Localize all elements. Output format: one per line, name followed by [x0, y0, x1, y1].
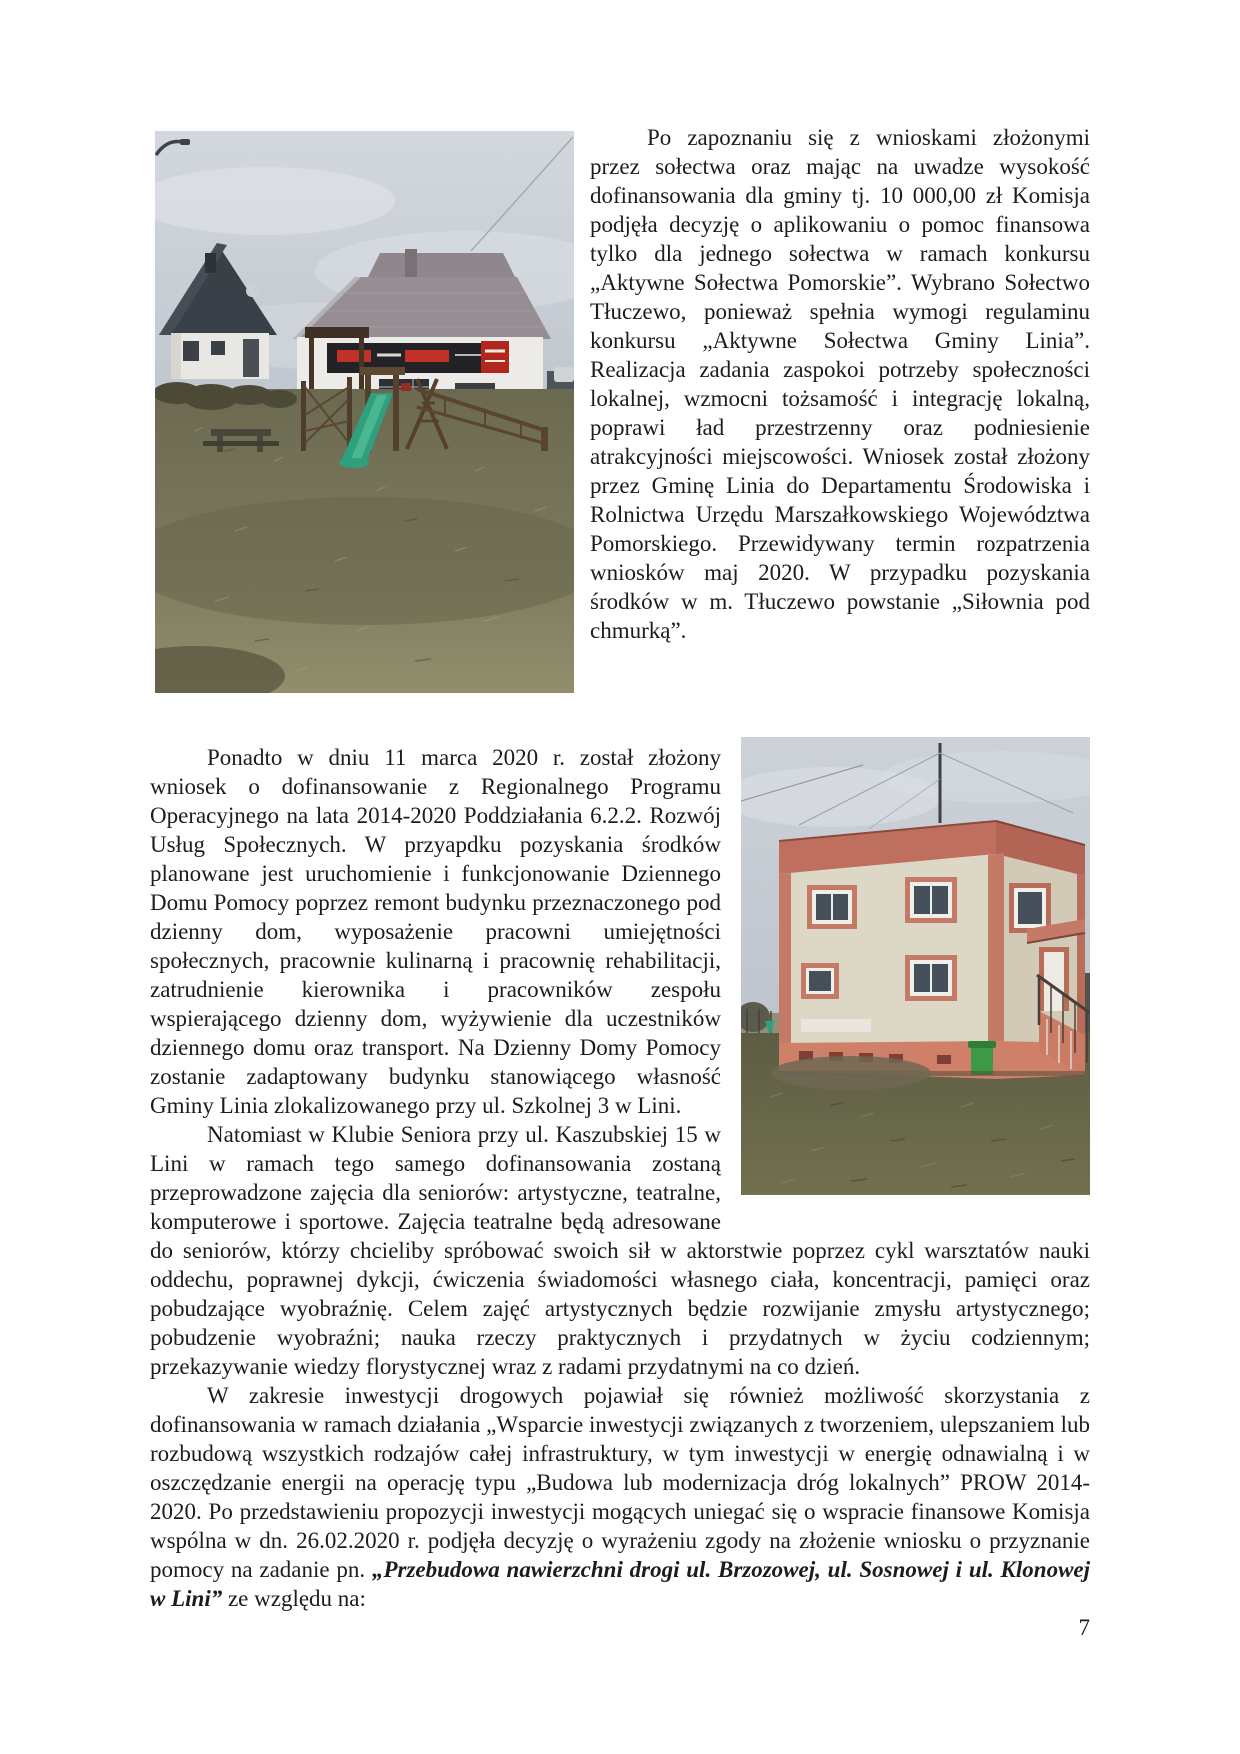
section-dofinansowania — [150, 703, 1090, 1613]
paragraph-aktywne-solectwa: Po zapoznaniu się z wnioskami złożonymi przez sołectwa oraz mając na uwadze wysokość dofinansowania dla gminy tj. 10 000,00 zł Komisja podjęła decyzję o aplikowaniu o pomoc finansowa tylko dla jednego sołectwa w ramach konkursu „Aktywne Sołectwa Pomorskie”. Wybrano Sołectwo Tłuczewo, ponieważ spełnia wymogi regulaminu konkursu „Aktywne Sołectwa Gminy Linia”. Realizacja zadania zaspokoi potrzeby społeczności lokalnej, wzmocni tożsamość i integrację lokalną, poprawi ład przestrzenny oraz podniesienie atrakcyjności miejscowości. Wniosek został złożony przez Gminę Linia do Departamentu Środowiska i Rolnictwa Urzędu Marszałkowskiego Województwa Pomorskiego. Przewidywany termin rozpatrzenia wniosków maj 2020. W przypadku pozyskania środków w m. Tłuczewo powstanie „Siłownia pod chmurką”. — [590, 125, 1090, 643]
road-project-title: „Przebudowa nawierzchni drogi ul. Brzozowej, ul. Sosnowej i ul. Klonowej w Lini” — [150, 1557, 1091, 1611]
paragraph-inwestycje-text: W zakresie inwestycji drogowych pojawiał się również możliwość skorzystania z dofinansowania w ramach działania „Wsparcie inwestycji związanych z tworzeniem, ulepszaniem lub rozbudową wszystkich rodzajów całej infrastruktury, w tym inwestycji w energię odnawialną i w oszczędzanie energii na operację typu „Budowa lub modernizacja dróg lokalnych” PROW 2014-2020. Po przedstawieniu propozycji inwestycji mogących uniegać się o wspracie finansowe Komisja wspólna w dn. 26.02.2020 r. podjęła decyzję o wyrażeniu zgody na złożenie wniosku o przyznanie pomocy na zadanie pn. — [150, 1383, 1090, 1582]
worn-patch — [771, 1056, 931, 1090]
wall-plaque — [801, 1019, 871, 1032]
banner-sign — [327, 343, 507, 373]
green-bin — [968, 1041, 996, 1075]
photo-tluczewo-yard-drawing — [155, 131, 574, 693]
paragraph-dzienny-dom-pomocy: Ponadto w dniu 11 marca 2020 r. został złożony wniosek o dofinansowanie z Regionalnego Programu Operacyjnego na lata 2014-2020 Poddziałania 6.2.2. Rozwój Usług Społecznych. W przyapdku pozyskania środków planowane jest uruchomienie i funkcjonowanie Dziennego Domu Pomocy poprzez remont budynku przeznaczonego pod dzienny dom, wyposażenie pracowni umiejętności społecznych, pracownie kulinarną i pracownię rehabilitacji, zatrudnienie kierownika i pracowników zespołu wspierającego dzienny dom, wyżywienie dla uczestników dziennego domu oraz transport. Na Dzienny Domy Pomocy zostanie zadaptowany budynku stanowiącego własność Gminy Linia zlokalizowanego przy ul. Szkolnej 3 w Lini. — [150, 745, 721, 1118]
red-sign — [481, 341, 509, 373]
paragraph-inwestycje-tail: ze względu na: — [222, 1586, 366, 1611]
paragraph-klub-seniora: Natomiast w Klubie Seniora przy ul. Kaszubskiej 15 w Lini w ramach tego samego dofinansowania zostaną przeprowadzone zajęcia dla seniorów: artystyczne, teatralne, komputerowe i sportowe. Zajęcia teatralne będą adresowane do seniorów, którzy chcieliby spróbować swoich sił w aktorstwie poprzez cykl warsztatów nauki oddechu, poprawnej dykcji, ćwiczenia świadomości własnego ciała, koncentracji, pamięci oraz pobudzające wyobraźnię. Celem zajęć artystycznych będzie rozwijanie zmysłu artystycznego; pobudzenie wyobraźni; nauka rzeczy praktycznych i przydatnych w życiu codziennym; przekazywanie wiedzy florystycznej wraz z radami przydatnymi na co dzień. — [150, 1122, 1090, 1379]
photo-szkolna-building — [741, 737, 1090, 1195]
photo-tluczewo-yard — [155, 131, 574, 693]
page-number: 7 — [1078, 1615, 1090, 1640]
section-aktywne-solectwa — [150, 123, 1090, 645]
paragraph-inwestycje-drogowe — [150, 1381, 1090, 1613]
photo-szkolna-building-drawing — [741, 737, 1090, 1195]
page-content — [150, 123, 1090, 1613]
